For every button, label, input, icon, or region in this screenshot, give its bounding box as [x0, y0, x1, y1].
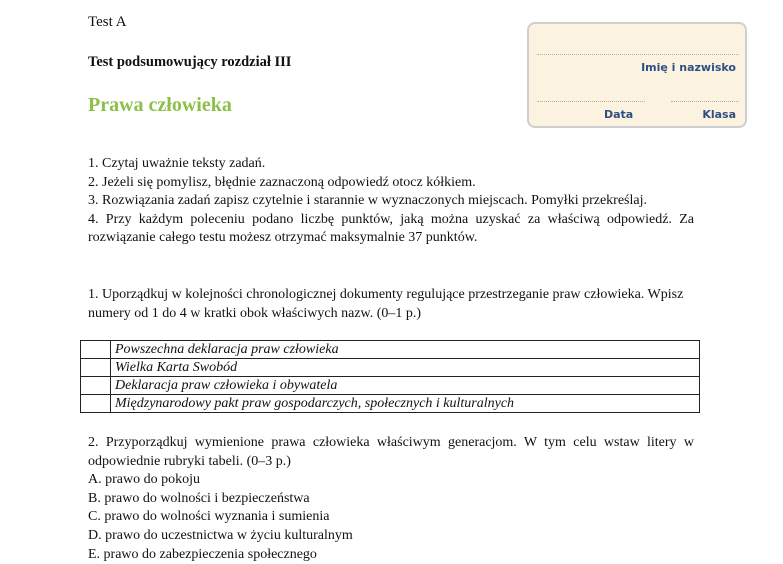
answer-box[interactable]: [81, 395, 111, 413]
list-item: E. prawo do zabezpieczenia społecznego: [88, 546, 317, 562]
question-2: [88, 434, 694, 564]
date-label: Data: [604, 108, 634, 121]
document-name: Powszechna deklaracja praw człowieka: [111, 341, 700, 359]
date-line[interactable]: [537, 101, 645, 102]
list-item: C. prawo do wolności wyznania i sumienia: [88, 509, 330, 525]
test-label: Test A: [88, 14, 127, 30]
student-info-box: [527, 22, 747, 128]
question-1: [88, 286, 694, 323]
question-1-text: 1. Uporządkuj w kolejności chronologicznej dokumenty regulujące przestrzeganie praw człowieka. Wpisz numery od 1 do 4 w kratki obok właściwych nazw. (0–1 p.): [88, 287, 684, 321]
instructions: [88, 155, 694, 248]
class-label: Klasa: [702, 108, 736, 121]
instruction-item: 4. Przy każdym poleceniu podano liczbę punktów, jaką można uzyskać za właściwą odpowiedź. Za rozwiązanie całego testu możesz otrzymać maksymalnie 37 punktów.: [88, 211, 694, 246]
question-2-text: 2. Przyporządkuj wymienione prawa człowieka właściwym generacjom. W tym celu wstaw litery w odpowiednie rubryki tabeli. (0–3 p.): [88, 435, 694, 469]
list-item: B. prawo do wolności i bezpieczeństwa: [88, 490, 310, 506]
answer-box[interactable]: [81, 341, 111, 359]
page-title: Prawa człowieka: [88, 94, 232, 116]
answer-box[interactable]: [81, 377, 111, 395]
test-subtitle: Test podsumowujący rozdział III: [88, 54, 292, 70]
documents-table: [80, 340, 700, 413]
document-name: Deklaracja praw człowieka i obywatela: [111, 377, 700, 395]
table-row: [81, 377, 700, 395]
name-line[interactable]: [537, 54, 739, 55]
instruction-item: 3. Rozwiązania zadań zapisz czytelnie i starannie w wyznaczonych miejscach. Pomyłki przekreślaj.: [88, 193, 647, 209]
list-item: A. prawo do pokoju: [88, 472, 200, 488]
document-name: Międzynarodowy pakt praw gospodarczych, społecznych i kulturalnych: [111, 395, 700, 413]
answer-box[interactable]: [81, 359, 111, 377]
instruction-item: 2. Jeżeli się pomylisz, błędnie zaznaczoną odpowiedź otocz kółkiem.: [88, 174, 476, 190]
table-row: [81, 359, 700, 377]
name-label: Imię i nazwisko: [641, 61, 736, 74]
document-name: Wielka Karta Swobód: [111, 359, 700, 377]
table-row: [81, 341, 700, 359]
table-row: [81, 395, 700, 413]
instruction-item: 1. Czytaj uważnie teksty zadań.: [88, 156, 266, 171]
class-line[interactable]: [671, 101, 739, 102]
list-item: D. prawo do uczestnictwa w życiu kulturalnym: [88, 527, 353, 543]
